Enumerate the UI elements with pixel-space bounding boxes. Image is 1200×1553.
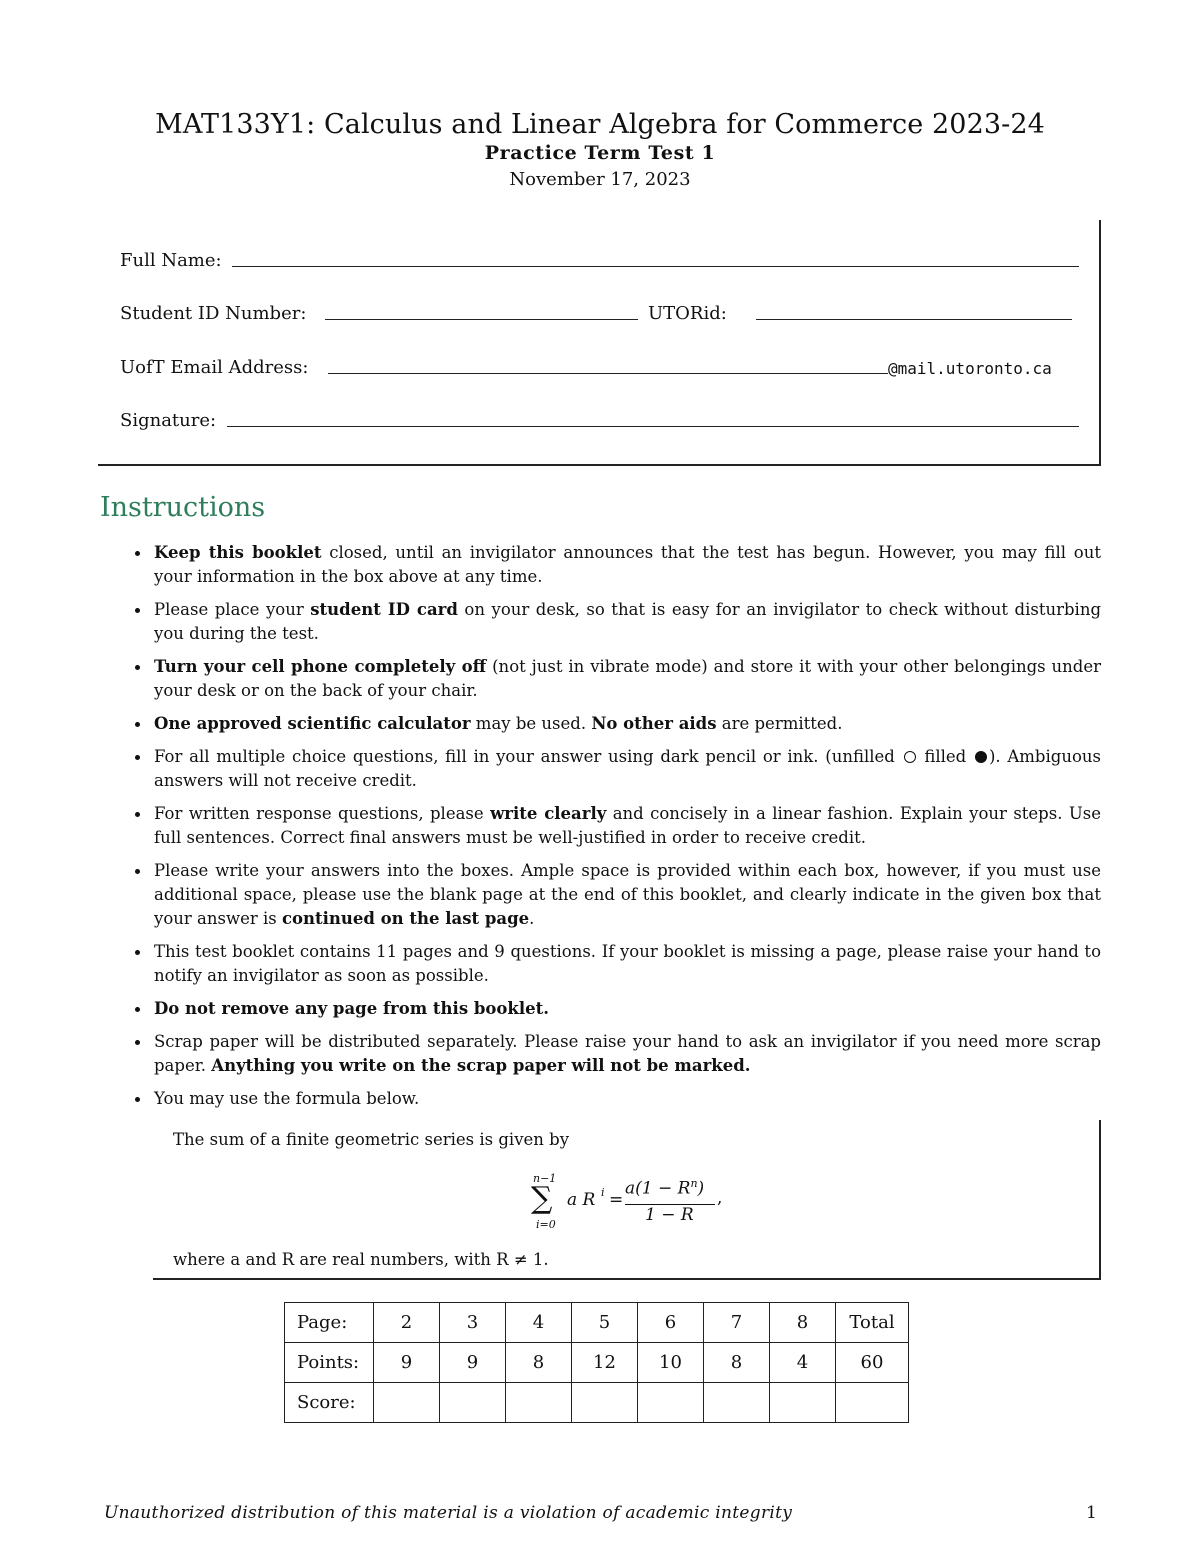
instruction-emphasis: Do not remove any page from this booklet. — [154, 999, 549, 1018]
list-item — [100, 541, 1101, 589]
instruction-text: For all multiple choice questions, fill in your answer using dark pencil or ink. (unfilled — [154, 747, 902, 766]
course-title: MAT133Y1: Calculus and Linear Algebra for Commerce 2023-24 — [155, 109, 1045, 140]
score-cell[interactable] — [572, 1383, 638, 1423]
list-item — [100, 1030, 1101, 1078]
sum-lower-limit: i=0 — [536, 1218, 556, 1231]
equals-sign: = — [609, 1190, 624, 1210]
bullet-icon — [135, 869, 140, 874]
instruction-text: . — [529, 909, 535, 928]
instructions-heading: Instructions — [100, 492, 266, 523]
bullet-icon — [135, 722, 140, 727]
instruction-text: are permitted. — [716, 714, 843, 733]
utorid-field[interactable] — [756, 319, 1072, 320]
instruction-text: Scrap paper will be distributed separately. Please raise your hand to ask an invigilator if you need more scrap paper. — [154, 1032, 1101, 1075]
instruction-text: may be used. — [470, 714, 592, 733]
page-cell: 7 — [704, 1303, 770, 1343]
signature-field[interactable] — [227, 426, 1079, 427]
fraction-denominator: 1 − R — [645, 1205, 694, 1225]
instruction-emphasis: write clearly — [490, 804, 607, 823]
list-item — [100, 1087, 1101, 1111]
instruction-emphasis: Turn your cell phone completely off — [154, 657, 487, 676]
page-cell: 2 — [374, 1303, 440, 1343]
instruction-emphasis: Anything you write on the scrap paper will not be marked. — [211, 1056, 751, 1075]
list-item — [100, 940, 1101, 988]
filled-bubble-icon — [975, 751, 987, 763]
bullet-icon — [135, 1040, 140, 1045]
table-row — [285, 1343, 909, 1383]
instruction-text: (not just in vibrate mode) and store it with your other belongings under your desk or on the back of your chair. — [154, 657, 1102, 700]
total-score-cell[interactable] — [836, 1383, 909, 1423]
row-label-page: Page: — [285, 1303, 374, 1343]
score-cell[interactable] — [638, 1383, 704, 1423]
page-cell: 6 — [638, 1303, 704, 1343]
instruction-text: closed, until an invigilator announces that the test has begun. However, you may fill out your information in the box above at any time. — [154, 543, 1101, 586]
email-label: UofT Email Address: — [120, 357, 309, 378]
instruction-text: This test booklet contains 11 pages and 9 questions. If your booklet is missing a page, please raise your hand to notify an invigilator as soon as possible. — [154, 942, 1101, 985]
instruction-emphasis: continued on the last page — [281, 909, 530, 928]
instructions-list — [100, 541, 1101, 1120]
score-cell[interactable] — [770, 1383, 836, 1423]
test-date: November 17, 2023 — [509, 169, 691, 190]
score-cell[interactable] — [440, 1383, 506, 1423]
student-info-box — [98, 220, 1101, 466]
instruction-emphasis: No other aids — [591, 714, 717, 733]
list-item — [100, 712, 1101, 736]
instruction-text: Please place your — [154, 600, 311, 619]
bullet-icon — [135, 665, 140, 670]
score-cell[interactable] — [704, 1383, 770, 1423]
list-item — [100, 802, 1101, 850]
sigma-icon: ∑ — [531, 1181, 553, 1216]
points-cell: 9 — [374, 1343, 440, 1383]
page-cell: 8 — [770, 1303, 836, 1343]
instruction-text: on your desk, so that is easy for an invigilator to check without disturbing you during the test. — [154, 600, 1102, 643]
score-cell[interactable] — [506, 1383, 572, 1423]
row-label-points: Points: — [285, 1343, 374, 1383]
formula-where-text: where a and R are real numbers, with R ≠ 1. — [173, 1250, 549, 1269]
points-cell: 12 — [572, 1343, 638, 1383]
instruction-emphasis: Keep this booklet — [154, 543, 322, 562]
geometric-sum-formula — [153, 1120, 1099, 1240]
points-cell: 8 — [704, 1343, 770, 1383]
bullet-icon — [135, 812, 140, 817]
row-label-score: Score: — [285, 1383, 374, 1423]
numerator-text: a(1 − R — [625, 1178, 691, 1199]
bullet-icon — [135, 551, 140, 556]
total-header-cell: Total — [836, 1303, 909, 1343]
email-suffix: @mail.utoronto.ca — [888, 359, 1052, 378]
page-number: 1 — [1086, 1503, 1097, 1523]
bullet-icon — [135, 1097, 140, 1102]
page-cell: 4 — [506, 1303, 572, 1343]
full-name-label: Full Name: — [120, 250, 222, 271]
sum-term: a R — [567, 1190, 596, 1210]
score-cell[interactable] — [374, 1383, 440, 1423]
formula-intro: The sum of a finite geometric series is given by — [173, 1130, 570, 1149]
table-row — [285, 1383, 909, 1423]
instruction-text: For written response questions, please — [154, 804, 491, 823]
signature-label: Signature: — [120, 410, 217, 431]
points-cell: 8 — [506, 1343, 572, 1383]
list-item — [100, 745, 1101, 793]
full-name-field[interactable] — [232, 266, 1079, 267]
points-cell: 10 — [638, 1343, 704, 1383]
numerator-exponent: n — [690, 1177, 698, 1190]
instruction-emphasis: student ID card — [310, 600, 458, 619]
list-item — [100, 859, 1101, 931]
test-subtitle: Practice Term Test 1 — [484, 142, 716, 164]
total-points-cell: 60 — [836, 1343, 909, 1383]
list-item — [100, 997, 1101, 1021]
bullet-icon — [135, 608, 140, 613]
footer-notice: Unauthorized distribution of this material is a violation of academic integrity — [104, 1503, 793, 1523]
bullet-icon — [135, 755, 140, 760]
formula-box — [153, 1120, 1101, 1280]
points-cell: 4 — [770, 1343, 836, 1383]
page-cell: 3 — [440, 1303, 506, 1343]
formula-comma: , — [717, 1188, 723, 1208]
score-table — [284, 1302, 909, 1423]
student-id-label: Student ID Number: — [120, 303, 307, 324]
student-id-field[interactable] — [325, 319, 638, 320]
bullet-icon — [135, 1007, 140, 1012]
instruction-text: filled — [917, 747, 973, 766]
instruction-emphasis: One approved scientific calculator — [154, 714, 471, 733]
sum-upper-limit: n−1 — [533, 1172, 557, 1185]
sum-term-exponent: i — [601, 1186, 605, 1199]
bullet-icon — [135, 950, 140, 955]
list-item — [100, 655, 1101, 703]
page-cell: 5 — [572, 1303, 638, 1343]
table-row — [285, 1303, 909, 1343]
utorid-label: UTORid: — [648, 303, 727, 324]
fraction-numerator — [625, 1177, 704, 1199]
instruction-text: and concisely in a linear fashion. Explain your steps. Use full sentences. Correct final answers must be well-justified in order to receive credit. — [154, 804, 1101, 847]
points-cell: 9 — [440, 1343, 506, 1383]
list-item — [100, 598, 1101, 646]
instruction-text: You may use the formula below. — [154, 1089, 420, 1108]
instruction-text: ). Ambiguous answers will not receive credit. — [154, 747, 1101, 790]
email-field[interactable] — [328, 373, 888, 374]
instruction-text: Please write your answers into the boxes. Ample space is provided within each box, however, if you must use additional space, please use the blank page at the end of this booklet, and clearly indicate in the given box that your answer is — [154, 861, 1101, 928]
unfilled-bubble-icon — [904, 751, 916, 763]
numerator-close: ) — [697, 1178, 705, 1199]
